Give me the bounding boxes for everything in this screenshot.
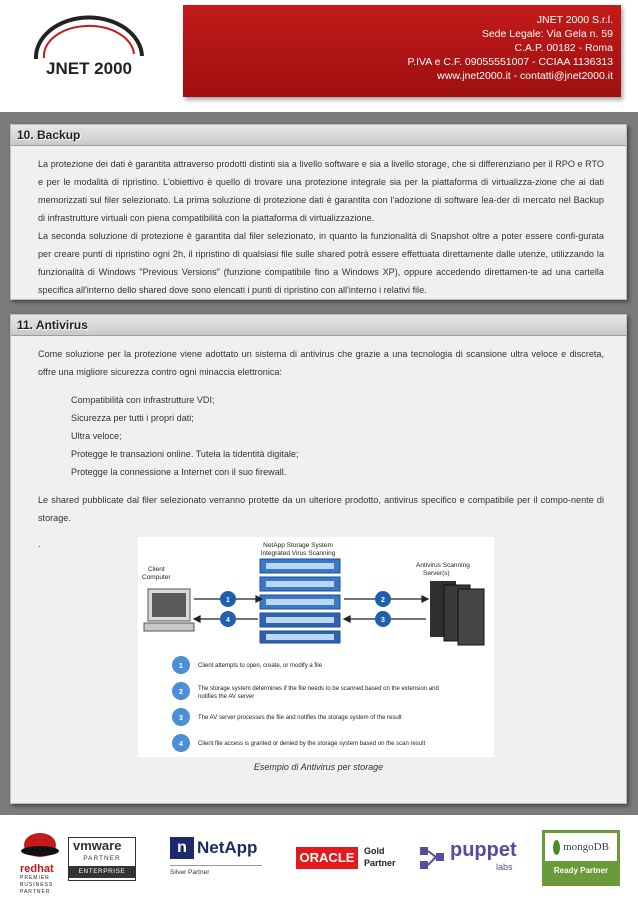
netapp-name: NetApp: [197, 838, 258, 857]
system-subtitle: Integrated Virus Scanning: [260, 550, 336, 557]
server-label-2: Server(s): [423, 570, 450, 577]
redhat-name: redhat: [20, 863, 54, 875]
oracle-logo: [296, 845, 400, 873]
vmware-name: vmware: [73, 838, 122, 853]
company-vat: P.IVA e C.F. 09055551007 - CCIAA 1136313: [407, 56, 613, 68]
netapp-logo: [170, 837, 262, 887]
step-4-text: Client file access is granted or denied by the storage system based on the scan result: [198, 741, 426, 747]
puppet-name: puppet: [450, 839, 517, 861]
mongodb-name: mongoDB: [563, 841, 609, 853]
antivirus-title: 11. Antivirus: [11, 315, 626, 336]
backup-title: 10. Backup: [11, 125, 626, 146]
puppet-icon: [418, 843, 448, 873]
list-item: Ultra veloce;: [71, 431, 122, 441]
av-server-icon: [430, 581, 484, 645]
feature-list: [11, 391, 626, 481]
step-3-text: The AV server processes the file and notifies the storage system of the result: [198, 715, 402, 721]
mongodb-tag: Ready Partner: [553, 866, 609, 875]
backup-paragraph-1: La protezione dei dati è garantita attraverso prodotti distinti sia a livello software e sia a livello storage, che si differenziano per il RPO e RTO e per le modalità di ripristino. L'obiettivo è quello di trovare una protezione integrale sia per la piattaforma di virtualizza-zione che ai dati memorizzati sul filer selezionato. La prima soluzione di protezione dati è garantita con l'adozione di software lea-der di mercato nel Backup di infrastrutture virtuali con piena compatibilità con la piattaforma di virtualizzazione.: [38, 159, 604, 223]
svg-text:1: 1: [179, 663, 183, 670]
antivirus-section: [10, 314, 627, 804]
redhat-hat-icon: [20, 825, 60, 859]
oracle-partner: Partner: [364, 858, 396, 868]
vmware-enterprise: ENTERPRISE: [69, 866, 135, 878]
redhat-sub-2: BUSINESS: [20, 882, 54, 888]
antivirus-intro: Come soluzione per la protezione viene adottato un sistema di antivirus che grazie a una tecnologia di scansione ultra veloce e discreta, offre una migliore sicurezza contro ogni minaccia elettronica:: [38, 349, 604, 377]
puppet-logo: [418, 837, 520, 877]
client-computer-icon: [144, 589, 194, 631]
svg-text:3: 3: [179, 715, 183, 722]
company-address: Sede Legale: Via Gela n. 59: [481, 28, 613, 40]
list-item: Sicurezza per tutti i propri dati;: [71, 413, 194, 423]
vmware-partner: PARTNER: [83, 855, 121, 862]
step-1-text: Client attempts to open, create, or modify a file: [198, 663, 323, 669]
redhat-sub-1: PREMIER: [20, 875, 50, 881]
list-item: Protegge le transazioni online. Tutela la tidentità digitale;: [71, 449, 299, 459]
puppet-labs: labs: [496, 862, 513, 872]
svg-text:3: 3: [381, 617, 385, 624]
company-cap: C.A.P. 00182 - Roma: [514, 42, 613, 54]
server-label: Antivirus Scanning: [416, 562, 470, 569]
partner-footer: [0, 815, 638, 903]
storage-system-icon: [260, 559, 340, 643]
backup-paragraph-2: La seconda soluzione di protezione è garantita dal filer selezionato, in quanto la funzionalità di Snapshot oltre a poter essere confi-gurata per creare punti di ripristino ogni 2h, il ripristino di qualsiasi file sulle shared potrà essere effettuata direttamente dalle utenze, utilizzando la funzionalità di Windows "Previous Versions" (funzione compatibile fino a Windows XP), oppure accedendo direttamen-te ad una cartella specifica all'interno dello shared dove sono elencati i punti di ripristino con all'interno i relativi file.: [38, 231, 604, 295]
svg-text:4: 4: [179, 741, 183, 748]
company-info-box: [183, 5, 621, 97]
client-label: Client: [148, 566, 165, 573]
company-contacts[interactable]: www.jnet2000.it - contatti@jnet2000.it: [437, 70, 613, 82]
mongodb-logo: [542, 830, 620, 886]
client-label-2: Computer: [142, 574, 171, 581]
list-item: Compatibilità con infrastrutture VDI;: [71, 395, 215, 405]
step-2-text: The storage system determines if the file needs to be scanned based on the extension and: [198, 686, 439, 692]
company-name: JNET 2000 S.r.l.: [536, 14, 613, 26]
svg-text:2: 2: [179, 689, 183, 696]
redhat-logo: [20, 825, 60, 900]
page-header: [0, 0, 638, 112]
steps-legend: [172, 656, 439, 752]
svg-text:4: 4: [226, 617, 230, 624]
antivirus-outro: Le shared pubblicate dal filer selezionato verranno protette da un ulteriore prodotto, antivirus specifico e compatibile per il compo-nente di storage.: [38, 495, 604, 523]
jnet-logo: [14, 14, 164, 94]
netapp-n-icon: n: [170, 837, 194, 859]
figure-caption: Esempio di Antivirus per storage: [253, 762, 384, 772]
stray-dot: .: [38, 539, 41, 549]
system-title: NetApp Storage System: [263, 542, 333, 549]
oracle-gold: Gold: [364, 846, 385, 856]
step-2-text-2: notifies the AV server: [198, 694, 255, 700]
svg-text:2: 2: [381, 597, 385, 604]
antivirus-diagram: [138, 537, 494, 757]
redhat-sub-3: PARTNER: [20, 889, 51, 895]
list-item: Protegge la connessione a Internet con il suo firewall.: [71, 467, 287, 477]
netapp-tag: Silver Partner: [170, 869, 210, 876]
vmware-logo: [68, 837, 136, 881]
backup-section: [10, 124, 627, 300]
logo-text: JNET 2000: [46, 59, 132, 78]
svg-text:1: 1: [226, 597, 230, 604]
mongodb-leaf-icon: [553, 840, 560, 855]
oracle-name: ORACLE: [296, 847, 358, 869]
